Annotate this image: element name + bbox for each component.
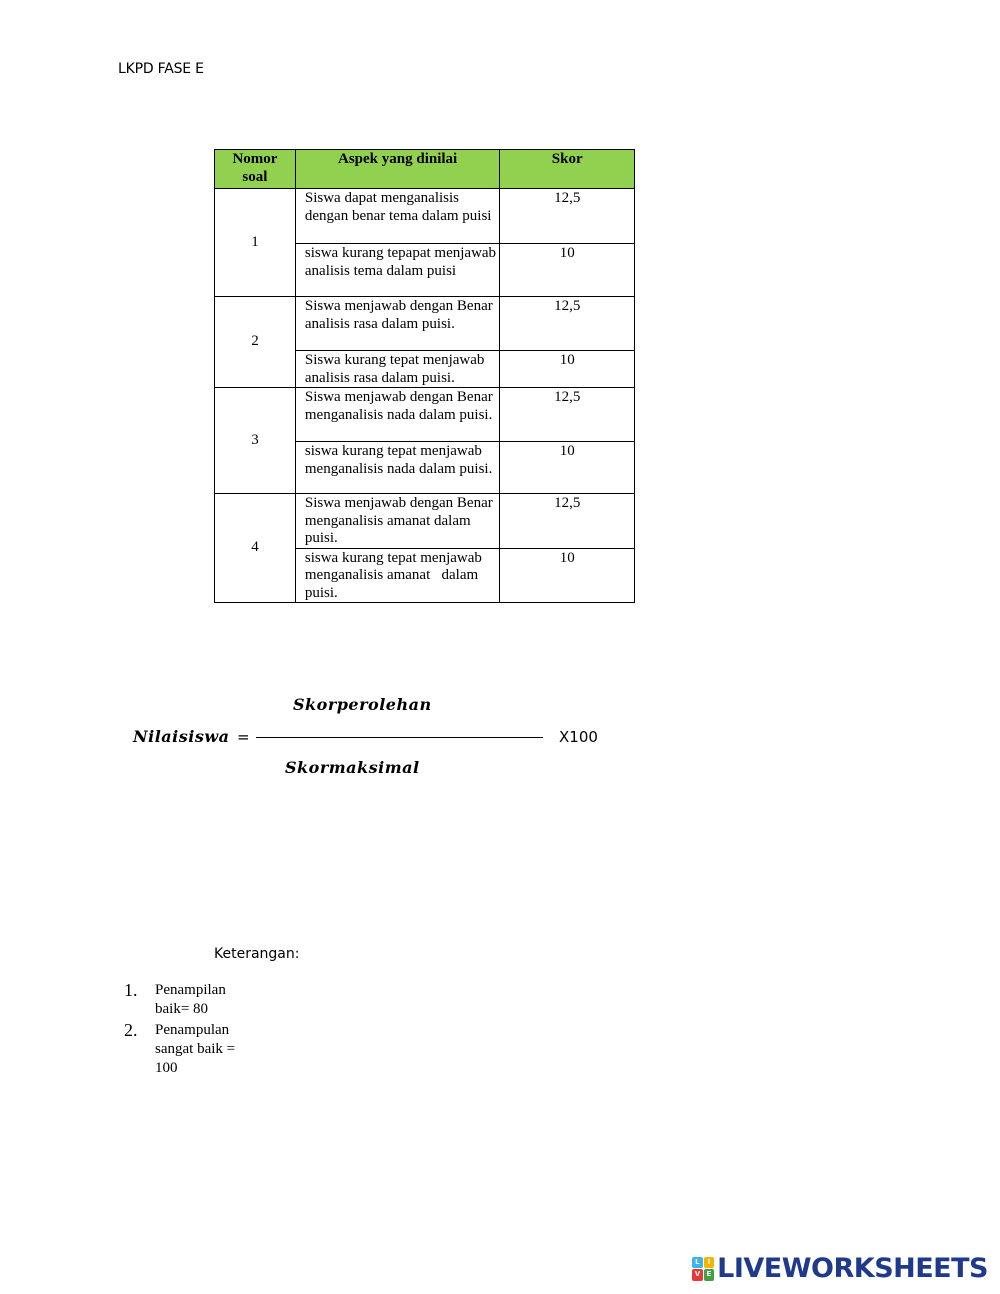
header-nomor-soal: Nomor soal bbox=[215, 150, 296, 189]
aspect-cell: siswa kurang tepat menjawab menganalisis amanat dalam puisi. bbox=[295, 548, 500, 603]
formula-numerator: Skorperolehan bbox=[293, 695, 432, 714]
header-aspek: Aspek yang dinilai bbox=[295, 150, 500, 189]
formula-equals: = bbox=[237, 728, 250, 746]
question-number: 4 bbox=[215, 494, 296, 603]
logo-tile: I bbox=[704, 1257, 715, 1269]
score-cell: 12,5 bbox=[500, 297, 635, 351]
rubric-table bbox=[214, 149, 635, 603]
logo-tile: V bbox=[692, 1269, 703, 1281]
list-item-text: Penampilan baik= 80 bbox=[155, 982, 226, 1017]
fraction-bar bbox=[256, 737, 543, 738]
list-item bbox=[124, 1021, 255, 1078]
list-marker: 2. bbox=[124, 1020, 138, 1040]
formula-lhs: Nilaisiswa bbox=[133, 727, 230, 746]
logo-text: LIVEWORKSHEETS bbox=[717, 1253, 988, 1284]
question-number: 2 bbox=[215, 297, 296, 388]
table-header-row bbox=[215, 150, 635, 189]
liveworksheets-logo bbox=[692, 1253, 988, 1284]
score-cell: 10 bbox=[500, 442, 635, 494]
table-row bbox=[215, 189, 635, 244]
aspect-cell: Siswa kurang tepat menjawab analisis rasa dalam puisi. bbox=[295, 351, 500, 388]
question-number: 1 bbox=[215, 189, 296, 297]
table-row bbox=[215, 388, 635, 442]
table-row bbox=[215, 297, 635, 351]
list-item-text: Penampulan sangat baik = 100 bbox=[155, 1022, 236, 1076]
list-item bbox=[124, 981, 255, 1019]
aspect-cell: Siswa menjawab dengan Benar menganalisis nada dalam puisi. bbox=[295, 388, 500, 442]
logo-tile: E bbox=[704, 1269, 715, 1281]
keterangan-list bbox=[124, 981, 255, 1080]
formula-denominator: Skormaksimal bbox=[285, 758, 420, 777]
page-header: LKPD FASE E bbox=[118, 61, 204, 77]
score-cell: 10 bbox=[500, 244, 635, 297]
question-number: 3 bbox=[215, 388, 296, 494]
logo-icon bbox=[692, 1257, 714, 1281]
table-row bbox=[215, 494, 635, 549]
list-marker: 1. bbox=[124, 980, 138, 1000]
header-skor: Skor bbox=[500, 150, 635, 189]
score-cell: 12,5 bbox=[500, 189, 635, 244]
logo-tile: L bbox=[692, 1257, 703, 1269]
formula-multiplier: X100 bbox=[559, 728, 598, 746]
aspect-cell: siswa kurang tepat menjawab menganalisis nada dalam puisi. bbox=[295, 442, 500, 494]
aspect-cell: Siswa menjawab dengan Benar menganalisis amanat dalam puisi. bbox=[295, 494, 500, 549]
keterangan-label: Keterangan: bbox=[214, 946, 300, 962]
aspect-cell: Siswa menjawab dengan Benar analisis rasa dalam puisi. bbox=[295, 297, 500, 351]
aspect-cell: Siswa dapat menganalisis dengan benar tema dalam puisi bbox=[295, 189, 500, 244]
score-cell: 12,5 bbox=[500, 388, 635, 442]
score-cell: 10 bbox=[500, 548, 635, 603]
score-cell: 10 bbox=[500, 351, 635, 388]
score-cell: 12,5 bbox=[500, 494, 635, 549]
aspect-cell: siswa kurang tepapat menjawab analisis tema dalam puisi bbox=[295, 244, 500, 297]
